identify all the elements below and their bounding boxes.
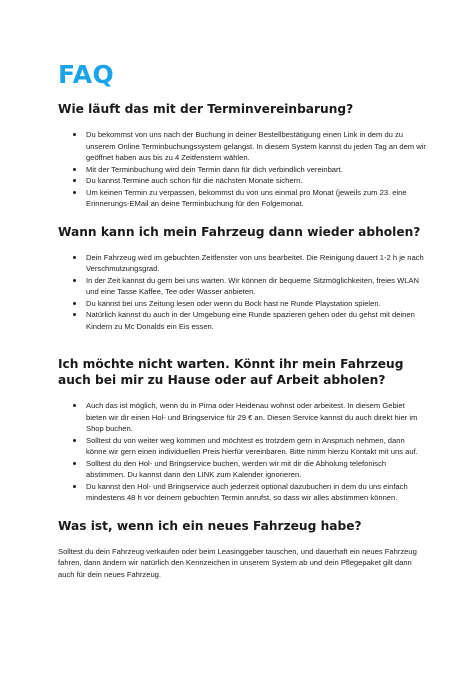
list-item: Dein Fahrzeug wird im gebuchten Zeitfenster von uns bearbeitet. Die Reinigung dauert 1-2 h je nach Verschmutzungsgrad. — [86, 252, 426, 275]
list-item: Um keinen Termin zu verpassen, bekommst du von uns einmal pro Monat (jeweils zum 23. eine Erinnerungs-EMail an deine Terminbuchung für den Folgemonat. — [86, 187, 426, 210]
bullet-list — [58, 129, 426, 210]
list-item: Du kannst den Hol- und Bringservice auch jederzeit optional dazubuchen in dem du uns einfach mindestens 48 h vor deinem gebuchten Termin anrufst, so dass wir alles abstimmen können. — [86, 481, 426, 504]
list-item: Auch das ist möglich, wenn du in Pirna oder Heidenau wohnst oder arbeitest. In diesem Gebiet bieten wir dir einen Hol- und Bringservice für 29 € an. Diesen Service kannst du auch direkt hier im Shop buchen. — [86, 400, 426, 435]
list-item: Solltest du den Hol- und Bringservice buchen, werden wir mit dir die Abholung telefonisch abstimmen. Du kannst dann den LINK zum Kalender ignorieren. — [86, 458, 426, 481]
list-item: Solltest du von weiter weg kommen und möchtest es trotzdem gern in Anspruch nehmen, dann könne wir gern einen individuellen Preis hierfür vereinbaren. Bitte nimm hierzu Kontakt mit uns auf. — [86, 435, 426, 458]
list-item: Du kannst Termine auch schon für die nächsten Monate sichern. — [86, 175, 426, 187]
list-item: Natürlich kannst du auch in der Umgebung eine Runde spazieren gehen oder du gehst mit deinen Kindern zu Mc Donalds ein Eis essen. — [86, 309, 426, 332]
section-heading: Wann kann ich mein Fahrzeug dann wieder abholen? — [58, 224, 421, 239]
list-item: Du bekommst von uns nach der Buchung in deiner Bestellbestätigung einen Link in dem du zu unserem Online Terminbuchungssystem gelangst. In diesem System kannst du jeden Tag an dem wir geöffnet haben aus bis zu 4 Zeitfenstern wählen. — [86, 130, 426, 162]
list-item: Mit der Terminbuchung wird dein Termin dann für dich verbindlich vereinbart. — [86, 164, 426, 176]
section-heading: Ich möchte nicht warten. Könnt ihr mein Fahrzeug auch bei mir zu Hause oder auf Arbeit abholen? — [58, 357, 404, 387]
section-heading: Was ist, wenn ich ein neues Fahrzeug habe? — [58, 518, 362, 533]
section-paragraph: Solltest du dein Fahrzeug verkaufen oder beim Leasinggeber tauschen, und dauerhaft ein neues Fahrzeug fahren, dann ändern wir natürlich den Kennzeichen in unserem System ab und dein Pflegepaket gilt dann auch für dein neues Fahrzeug. — [58, 546, 417, 579]
bullet-list — [58, 252, 426, 333]
list-item: In der Zeit kannst du gern bei uns warten. Wir können dir bequeme Sitzmöglichkeiten, freies WLAN und eine Tasse Kaffee, Tee oder Wasser anbieten. — [86, 275, 426, 298]
list-item: Du kannst bei uns Zeitung lesen oder wenn du Bock hast ne Runde Playstation spielen. — [86, 298, 426, 310]
page-title: FAQ — [58, 60, 115, 89]
section-heading: Wie läuft das mit der Terminvereinbarung? — [58, 102, 354, 116]
bullet-list — [58, 400, 426, 504]
